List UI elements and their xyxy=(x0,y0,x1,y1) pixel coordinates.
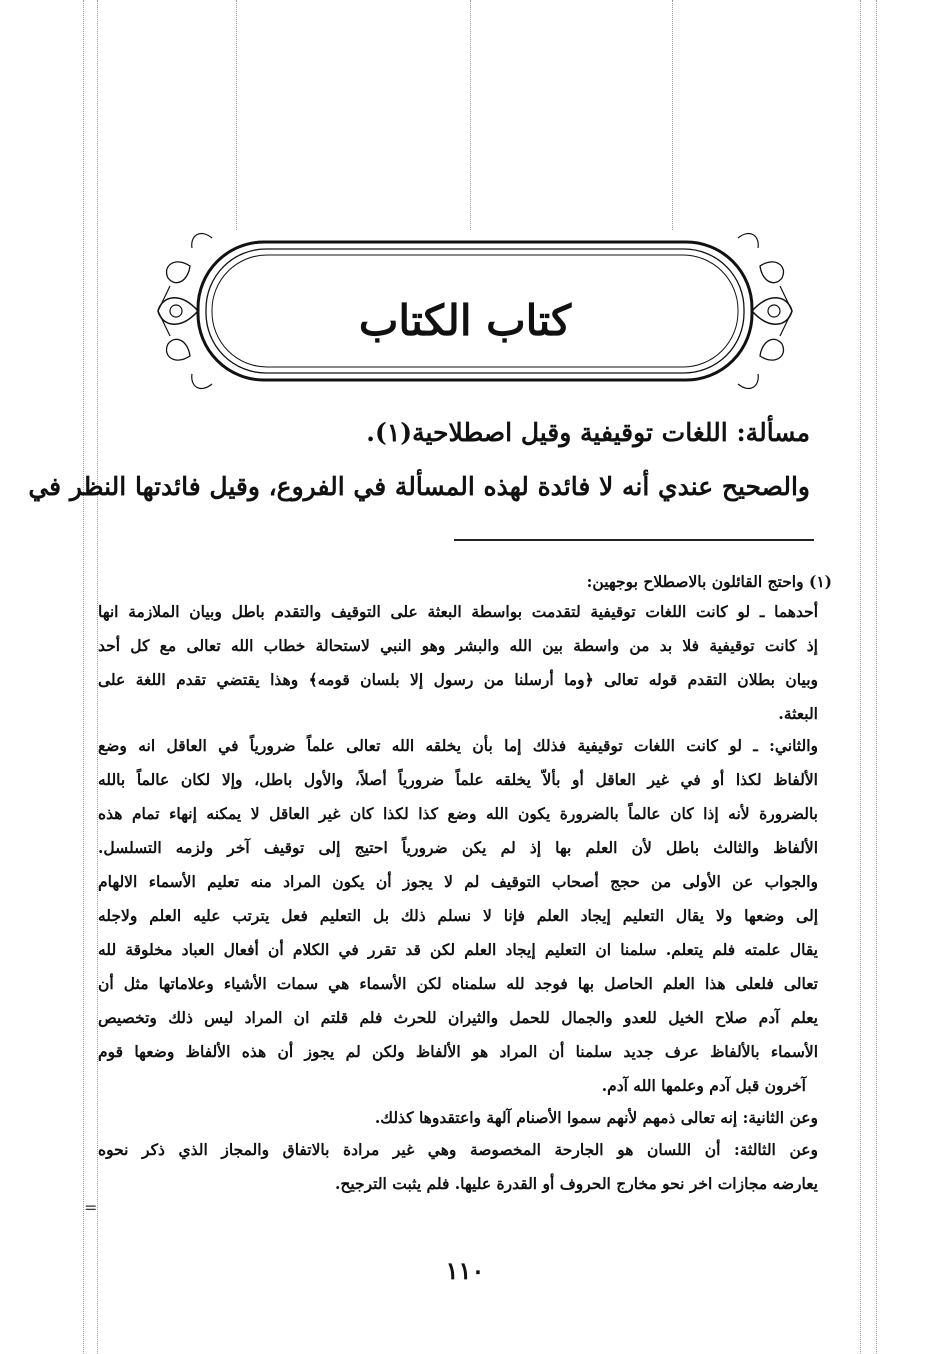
footnote-line: (١) واحتج القائلون بالاصطلاح بوجهين: xyxy=(586,572,832,591)
footnote-line: وعن الثانية: إنه تعالى ذمهم لأنهم سموا الأصنام آلهة واعتقدوها كذلك. xyxy=(374,1108,818,1127)
footnote-line: إذ كانت توقيفية فلا بد من واسطة بين الله والبشر وهو النبي لاستحالة خطاب الله تعالى مع كل أحد xyxy=(98,636,818,655)
footnote-line: إلى وضعها ولا يقال التعليم إيجاد العلم فإنا لا نسلم ذلك بل التعليم فعل يترتب عليه العلم ولاجله xyxy=(98,906,818,925)
dotted-guide xyxy=(83,0,84,1354)
footnote-line: أحدهما ـ لو كانت اللغات توقيفية لتقدمت بواسطة البعثة على التوقيف والتقدم باطل وبيان الملازمة انها xyxy=(98,602,818,621)
footnote-line: والثاني: ـ لو كانت اللغات توقيفية فذلك إما بأن يخلقه الله تعالى علماً ضرورياً في العاقل انه وضع xyxy=(98,736,818,755)
footnote-line: يقال علمته فلم يتعلم. سلمنا ان التعليم إيجاد العلم لكن قد تقرر في الكلام أن أفعال العباد مخلوقة لله xyxy=(98,940,818,959)
footnote-line: بالضرورة لأنه إذا كان عالماً بالضرورة يكون الله وضع كذا لكذا كان غير العاقل لا يمكنه إنهاء تمام هذه xyxy=(98,804,818,823)
footnote-separator xyxy=(454,539,814,541)
footnote-line: الألفاظ لكذا أو في غير العاقل أو بألاّ يخلقه علماً ضرورياً أصلاً، والأول باطل، وإلا لكان عالماً بالله xyxy=(98,770,818,789)
chapter-title: كتاب الكتاب xyxy=(358,296,572,345)
footnote-line: يعارضه مجازات اخر نحو مخارج الحروف أو القدرة عليها. فلم يثبت الترجيح. xyxy=(334,1174,818,1193)
dotted-guide xyxy=(672,0,673,230)
footnote-line: يعلم آدم صلاح الخيل للعدو والجمال للحمل والثيران للحرث فلم قلتم ان المراد ليس ذلك وتخصيص xyxy=(98,1008,818,1027)
footnote-line: الأسماء بالألفاظ عرف جديد سلمنا أن المراد هو الألفاظ ولكن لم يجوز أن هذه الألفاظ وضعها قوم xyxy=(98,1042,818,1061)
footnote-line: آخرون قبل آدم وعلمها الله آدم. xyxy=(601,1076,806,1095)
main-paragraph-line: والصحيح عندي أنه لا فائدة لهذه المسألة في الفروع، وقيل فائدتها النظر في xyxy=(28,472,810,501)
margin-mark: = xyxy=(84,1198,98,1217)
footnote-line: والجواب عن الأولى من حجج أصحاب التوقيف لم لا يجوز أن يكون المراد منه تعليم الأسماء الالهام xyxy=(98,872,818,891)
footnote-line: الألفاظ والثالث باطل لأن العلم بها إذ لم يكن ضرورياً احتيج إلى توقيف آخر ولزمه التسلسل. xyxy=(98,838,818,857)
masala-heading: مسألة: اللغات توقيفية وقيل اصطلاحية(١). xyxy=(366,418,810,447)
dotted-guide xyxy=(236,0,237,230)
dotted-guide xyxy=(876,0,877,1354)
footnote-line: وبيان بطلان التقدم قوله تعالى ﴿وما أرسلنا من رسول إلا بلسان قومه﴾ وهذا يقتضي تقدم اللغة على xyxy=(98,670,818,689)
dotted-guide xyxy=(470,0,471,230)
dotted-guide xyxy=(860,0,861,1354)
footnote-line: البعثة. xyxy=(778,704,818,723)
page-number: ١١٠ xyxy=(445,1256,485,1285)
footnote-line: وعن الثالثة: أن اللسان هو الجارحة المخصوصة وهي غير مرادة بالاتفاق والمجاز الذي ذكر نحوه xyxy=(98,1140,818,1159)
footnote-line: تعالى فلعلى هذا العلم الحاصل بها فوجد لله سلمناه لكن الأسماء هي سمات الأشياء وعلاماتها مثل أن xyxy=(98,974,818,993)
